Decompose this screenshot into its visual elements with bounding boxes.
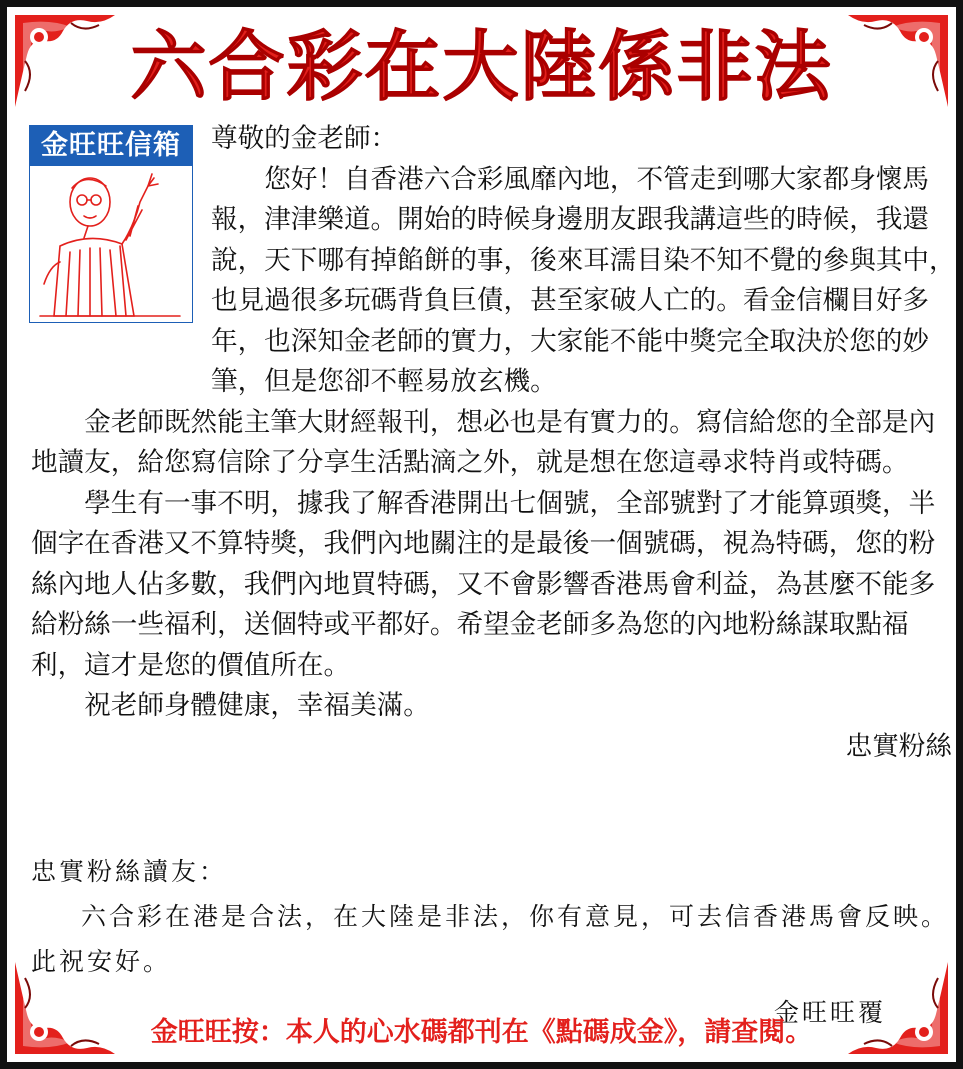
reply bbox=[31, 849, 956, 1035]
letter-signature: 忠實粉絲 bbox=[845, 730, 952, 762]
letter bbox=[31, 119, 956, 767]
letter-paragraph: 您好！自香港六合彩風靡內地，不管走到哪大家都身懷馬報，津津樂道。開始的時候身邊朋友跟我講這些的時候，我還說，天下哪有掉餡餅的事，後來耳濡目染不知不覺的參與其中，也見過很多玩碼背負巨債，甚至家破人亡的。看金信欄目好多年，也深知金老師的實力，大家能不能中獎完全取決於您的妙筆，但是您卻不輕易放玄機。 bbox=[211, 163, 956, 397]
page-title: 六合彩在大陸係非法 bbox=[130, 22, 833, 111]
column-name: 金旺旺信箱 bbox=[30, 126, 192, 166]
letter-paragraph: 祝老師身體健康，幸福美滿。 bbox=[84, 690, 430, 721]
reply-salutation: 忠實粉絲讀友： bbox=[31, 857, 228, 886]
reply-signature: 金旺旺覆 bbox=[773, 998, 886, 1027]
letter-paragraph: 學生有一事不明，據我了解香港開出七個號，全部號對了才能算頭獎，半個字在香港又不算特獎，我們內地關注的是最後一個號碼，視為特碼，您的粉絲內地人佔多數，我們內地買特碼，又不會影響香港馬會利益，為甚麼不能多給粉絲一些福利，送個特或平都好。希望金老師多為您的內地粉絲謀取點福利，這才是您的價值所在。 bbox=[31, 487, 936, 681]
reply-body: 六合彩在港是合法，在大陸是非法，你有意見，可去信香港馬會反映。此祝安好。 bbox=[31, 902, 950, 976]
letter-salutation: 尊敬的金老師： bbox=[211, 123, 398, 154]
footer-note: 金旺旺按：本人的心水碼都刊在《點碼成金》，請查閱。 bbox=[150, 1017, 813, 1048]
letter-paragraph: 金老師既然能主筆大財經報刊，想必也是有實力的。寫信給您的全部是內地讀友，給您寫信除了分享生活點滴之外，就是想在您這尋求特肖或特碼。 bbox=[31, 406, 936, 478]
